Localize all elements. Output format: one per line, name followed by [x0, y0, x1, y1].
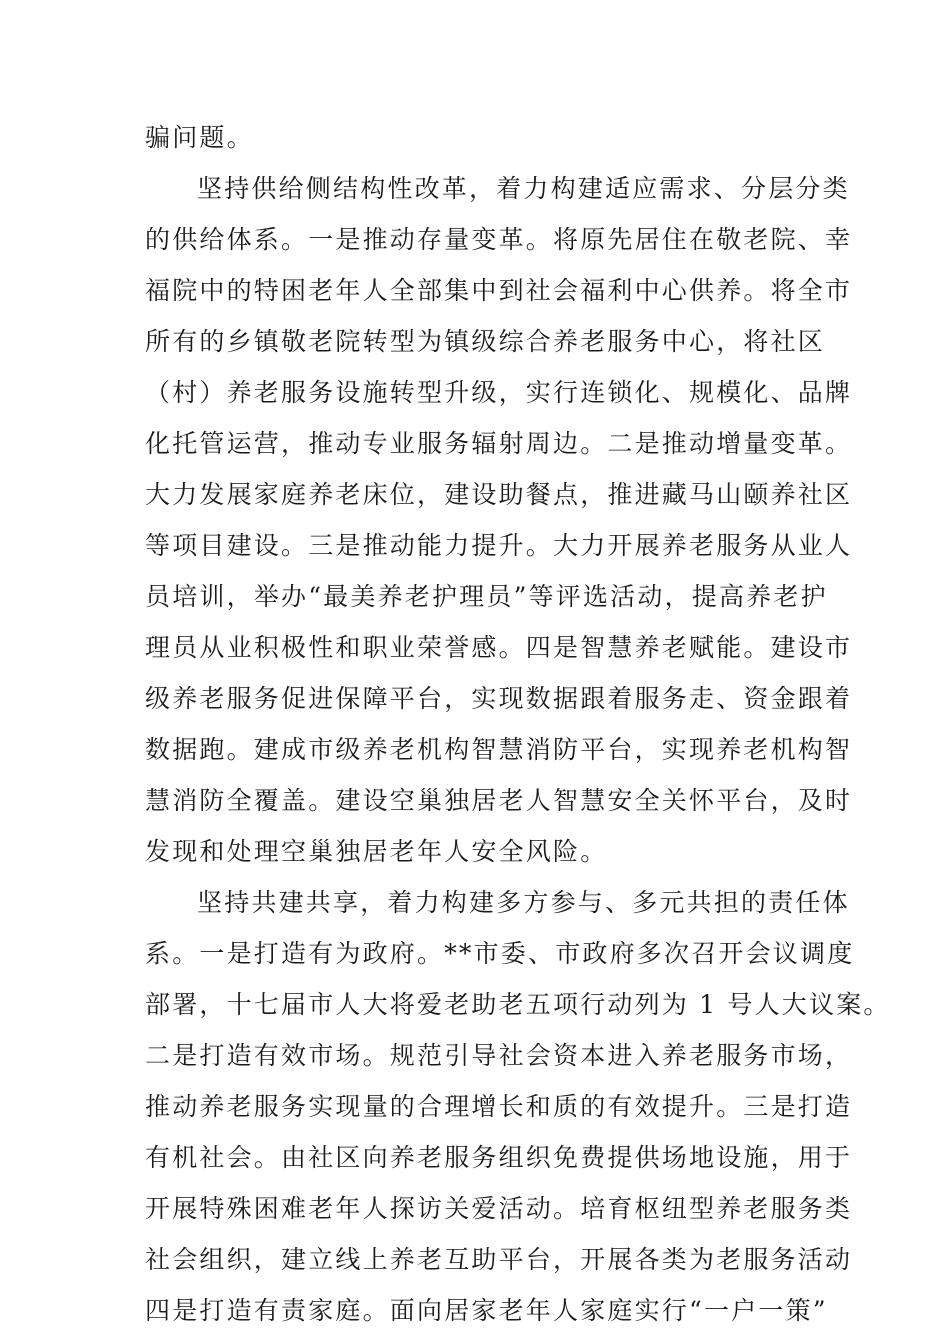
- paragraph-start-line: 坚持共建共享，着力构建多方参与、多元共担的责任体: [197, 888, 850, 917]
- text-line: 所有的乡镇敬老院转型为镇级综合养老服务中心，将社区: [145, 327, 826, 356]
- text-line: 二是打造有效市场。规范引导社会资本进入养老服务市场，: [145, 1041, 853, 1070]
- text-line: 理员从业积极性和职业荣誉感。四是智慧养老赋能。建设市: [145, 633, 853, 662]
- text-line: 开展特殊困难老年人探访关爱活动。培育枢纽型养老服务类: [145, 1194, 853, 1223]
- text-line: 大力发展家庭养老床位，建设助餐点，推进藏马山颐养社区: [145, 480, 853, 509]
- text-line: 等项目建设。三是推动能力提升。大力开展养老服务从业人: [145, 531, 853, 560]
- text-line: 推动养老服务实现量的合理增长和质的有效提升。三是打造: [145, 1092, 853, 1121]
- text-line: （村）养老服务设施转型升级，实行连锁化、规模化、品牌: [145, 378, 853, 407]
- text-line: 福院中的特困老年人全部集中到社会福利中心供养。将全市: [145, 276, 853, 305]
- text-line: 部署，十七届市人大将爱老助老五项行动列为 1 号人大议案。: [145, 990, 891, 1019]
- text-line: 四是打造有责家庭。面向居家老年人家庭实行“一户一策”: [145, 1296, 828, 1325]
- text-line: 发现和处理空巢独居老年人安全风险。: [145, 837, 608, 866]
- text-line: 有机社会。由社区向养老服务组织免费提供场地设施，用于: [145, 1143, 853, 1172]
- text-line: 系。一是打造有为政府。**市委、市政府多次召开会议调度: [145, 939, 855, 968]
- text-line: 数据跑。建成市级养老机构智慧消防平台，实现养老机构智: [145, 735, 853, 764]
- text-line: 社会组织，建立线上养老互助平台，开展各类为老服务活动: [145, 1245, 853, 1274]
- text-line: 慧消防全覆盖。建设空巢独居老人智慧安全关怀平台，及时: [145, 786, 853, 815]
- text-line: 化托管运营，推动专业服务辐射周边。二是推动增量变革。: [145, 429, 853, 458]
- paragraph-start-line: 坚持供给侧结构性改革，着力构建适应需求、分层分类: [197, 174, 850, 203]
- text-line: 员培训，举办“最美养老护理员”等评选活动，提高养老护: [145, 582, 828, 611]
- text-line: 级养老服务促进保障平台，实现数据跟着服务走、资金跟着: [145, 684, 853, 713]
- text-line: 的供给体系。一是推动存量变革。将原先居住在敬老院、幸: [145, 225, 853, 254]
- text-line: 骗问题。: [145, 123, 254, 152]
